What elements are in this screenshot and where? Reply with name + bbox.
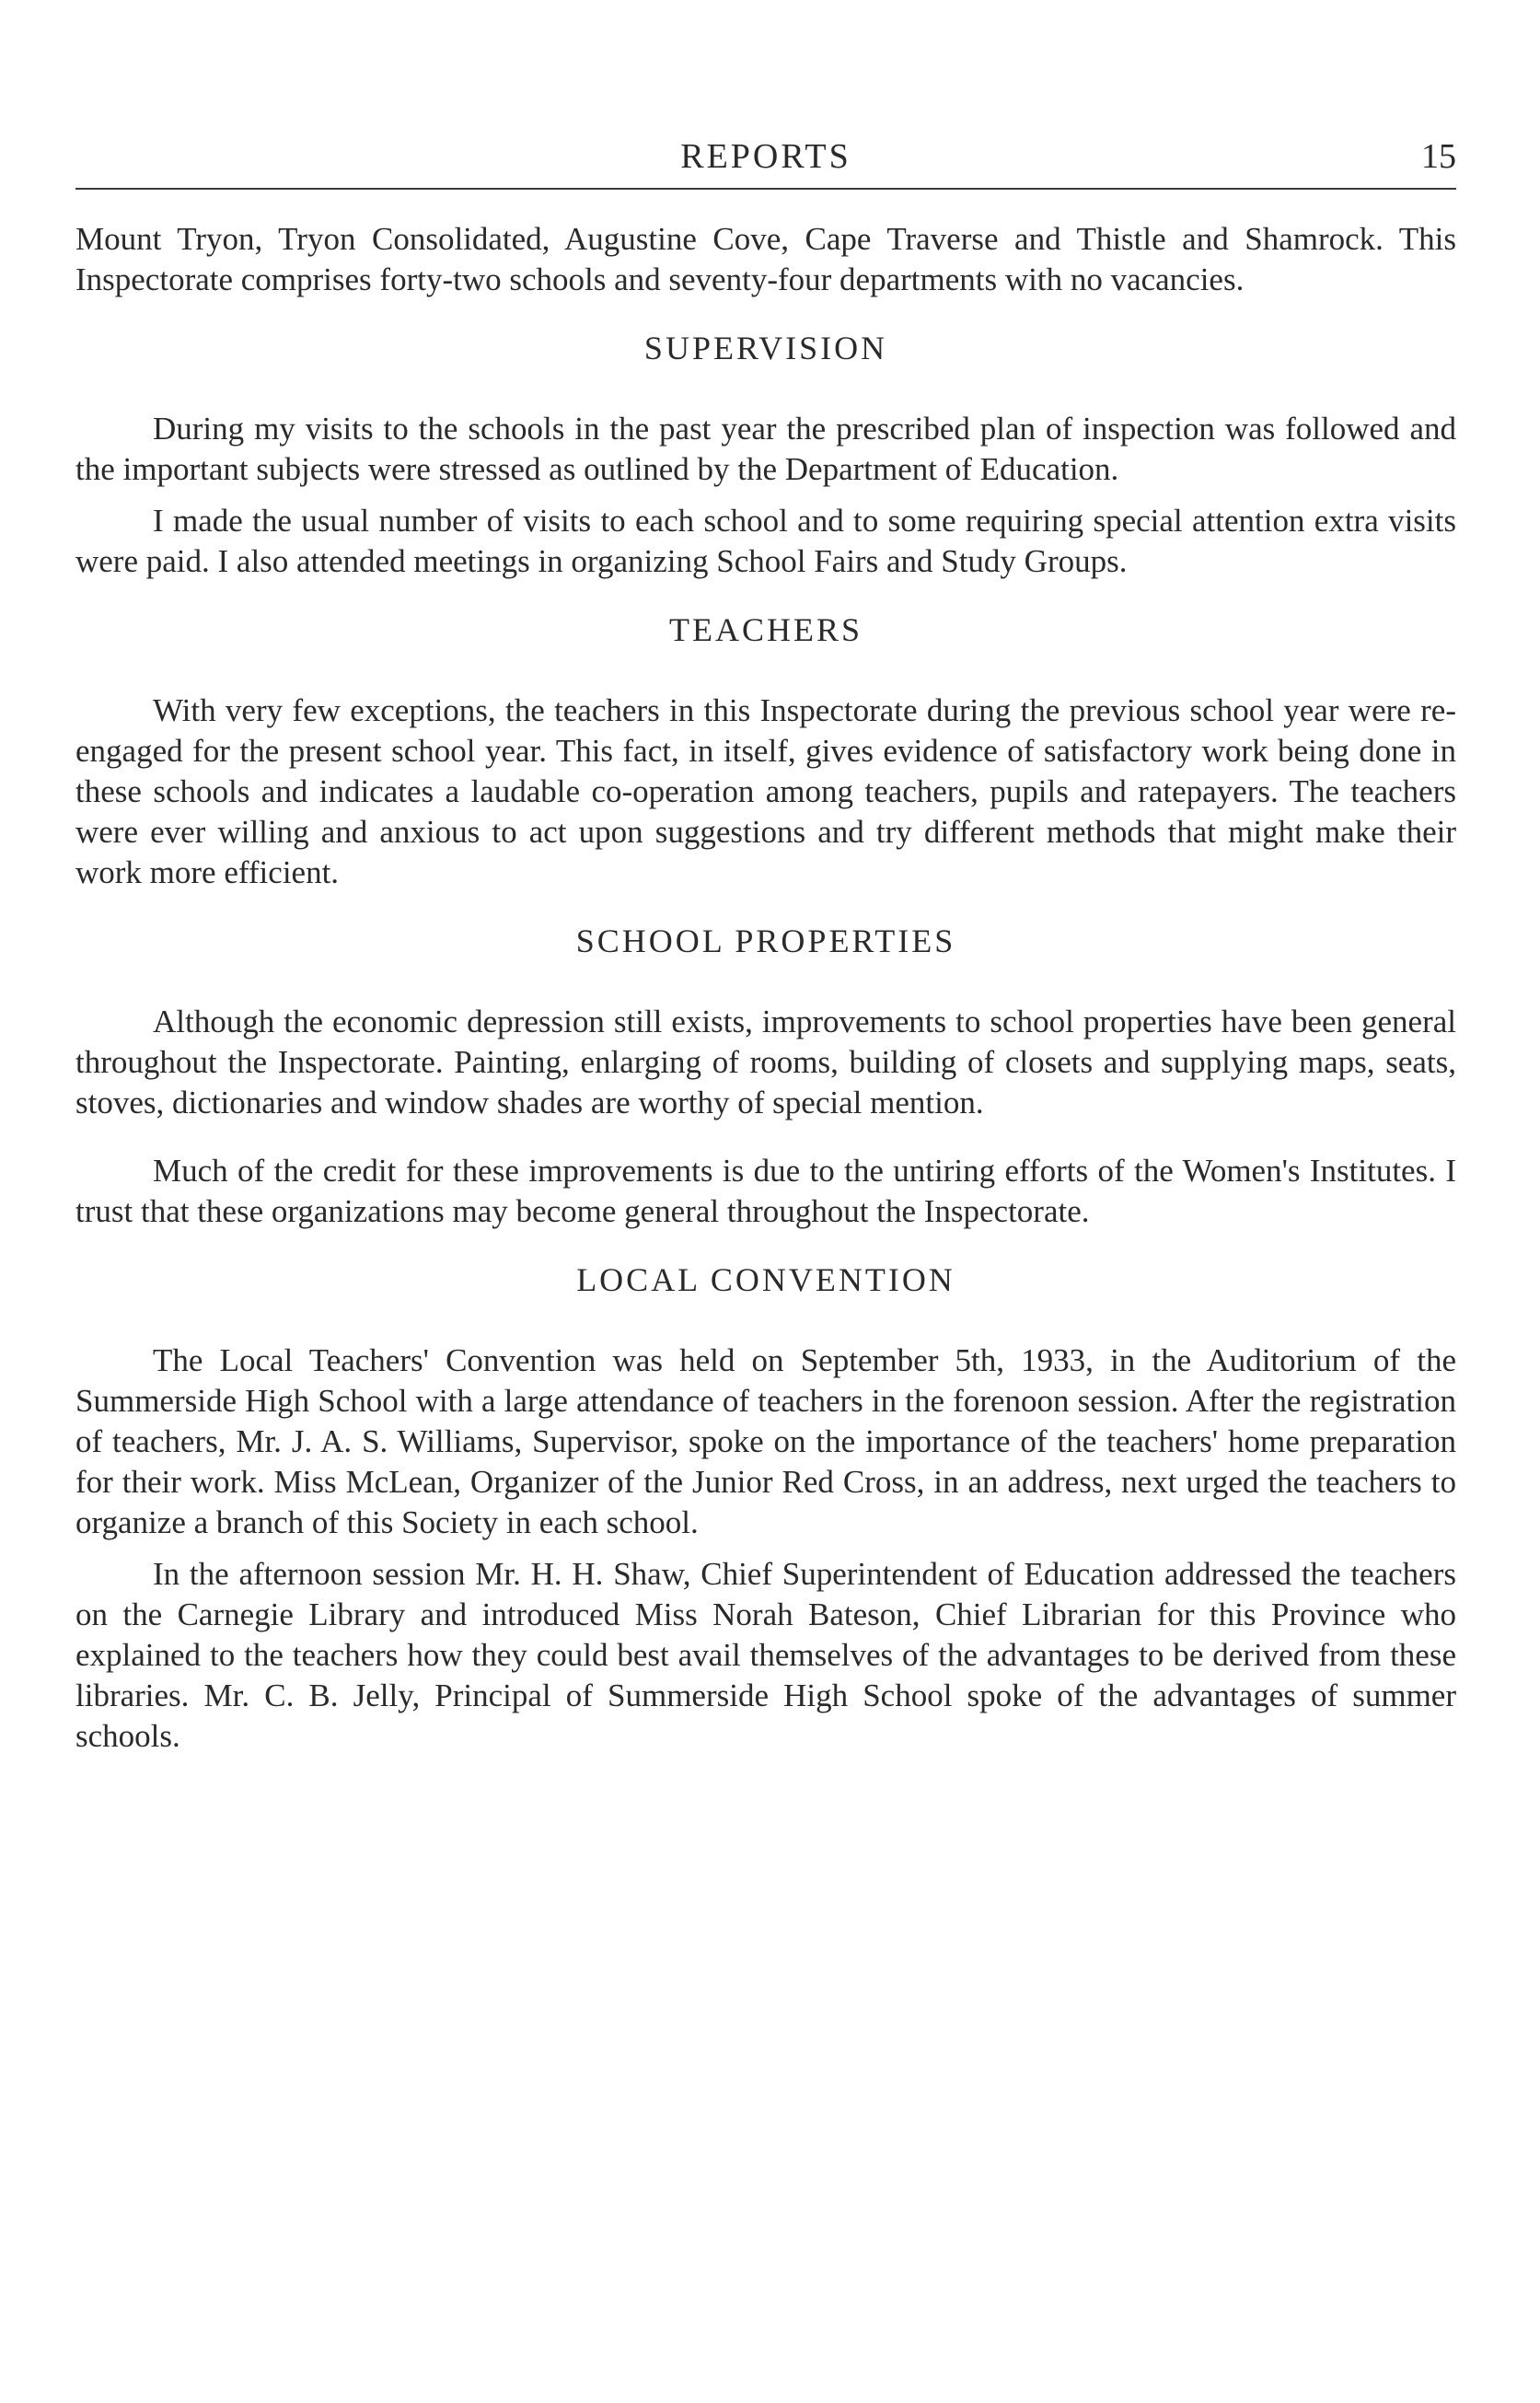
supervision-paragraph-1: During my visits to the schools in the past year the prescribed plan of inspection was followed and the important subjects were stressed as outlined by the Department of Education.	[75, 411, 1456, 487]
heading-school-properties: SCHOOL PROPERTIES	[575, 923, 956, 959]
document-page	[75, 0, 1456, 2403]
page-number: 15	[1421, 137, 1456, 176]
heading-local-convention: LOCAL CONVENTION	[576, 1261, 955, 1298]
header-rule	[75, 188, 1456, 190]
heading-supervision: SUPERVISION	[643, 330, 888, 366]
supervision-paragraph-2: I made the usual number of visits to each school and to some requiring special attention extra visits were paid. I also attended meetings in organizing School Fairs and Study Groups.	[75, 503, 1456, 579]
running-header	[75, 136, 1456, 192]
opening-paragraph: Mount Tryon, Tryon Consolidated, Augustine Cove, Cape Traverse and Thistle and Shamrock. This Inspectorate comprises forty-two schools and seventy-four departments with no vacancies.	[75, 221, 1456, 297]
heading-teachers: TEACHERS	[668, 611, 863, 648]
teachers-paragraph-1: With very few exceptions, the teachers in this Inspectorate during the previous school year were re-engaged for the present school year. This fact, in itself, gives evidence of satisfactory work being done in these schools and indicates a laudable co-operation among teachers, pupils and ratepayers. The teachers were ever willing and anxious to act upon suggestions and try different methods that might make their work more efficient.	[75, 692, 1456, 890]
convention-paragraph-1: The Local Teachers' Convention was held on September 5th, 1933, in the Auditorium of the Summerside High School with a large attendance of teachers in the forenoon session. After the registration of teachers, Mr. J. A. S. Williams, Supervisor, spoke on the importance of the teachers' home preparation for their work. Miss McLean, Organizer of the Junior Red Cross, in an address, next urged the teachers to organize a branch of this Society in each school.	[75, 1342, 1456, 1540]
running-title: REPORTS	[680, 137, 851, 176]
body-text	[75, 219, 1456, 1768]
convention-paragraph-2: In the afternoon session Mr. H. H. Shaw, Chief Superintendent of Education addressed the teachers on the Carnegie Library and introduced Miss Norah Bateson, Chief Librarian for this Province who explained to the teachers how they could best avail themselves of the advantages to be derived from these libraries. Mr. C. B. Jelly, Principal of Summerside High School spoke of the advantages of summer schools.	[75, 1556, 1456, 1754]
properties-paragraph-2: Much of the credit for these improvements is due to the untiring efforts of the Women's Institutes. I trust that these organizations may become general throughout the Inspectorate.	[75, 1153, 1456, 1229]
properties-paragraph-1: Although the economic depression still exists, improvements to school properties have been general throughout the Inspectorate. Painting, enlarging of rooms, building of closets and supplying maps, seats, stoves, dictionaries and window shades are worthy of special mention.	[75, 1004, 1456, 1120]
